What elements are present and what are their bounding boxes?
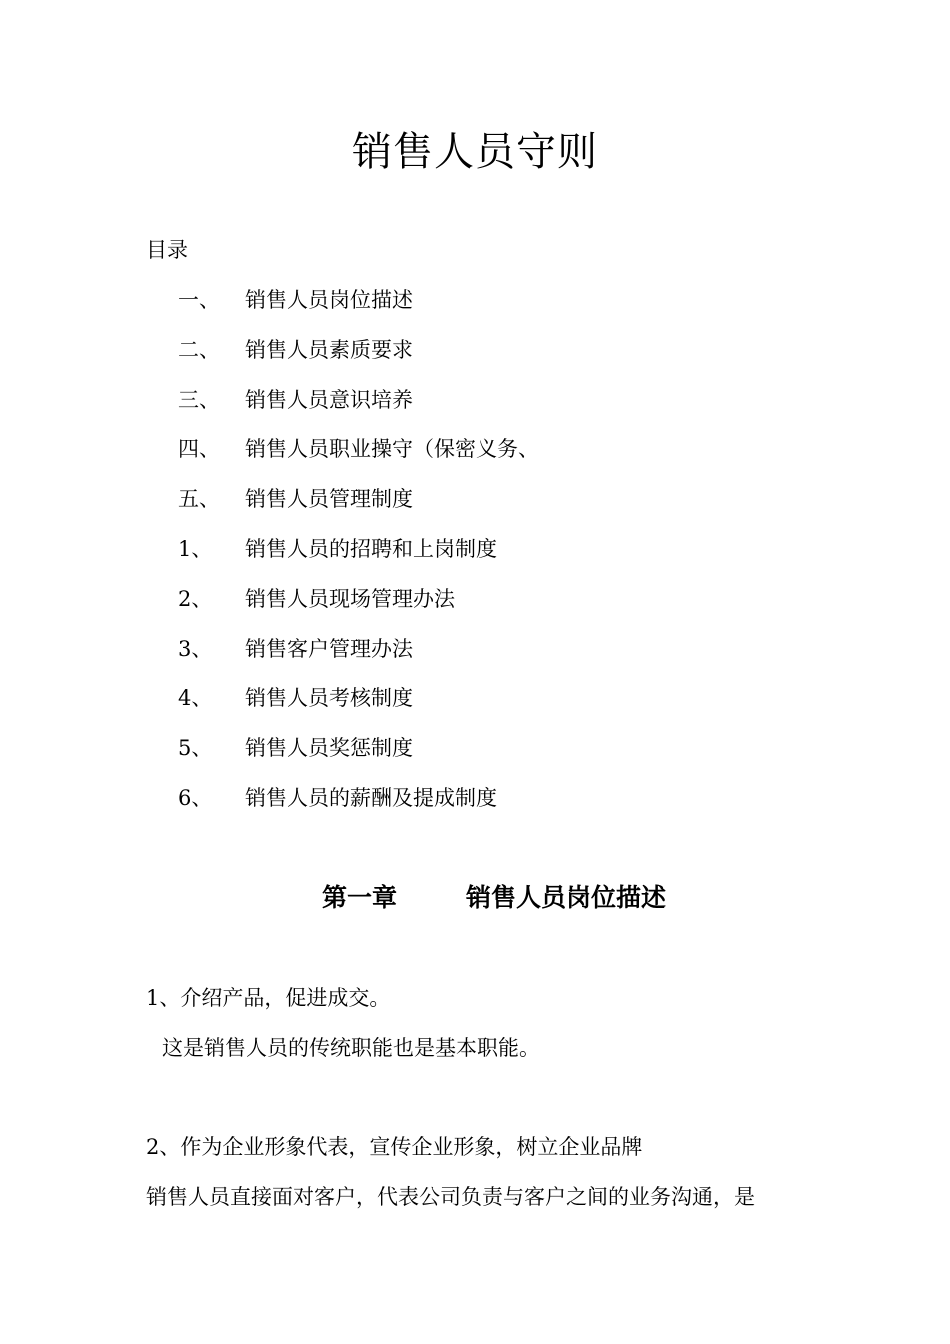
toc-item-number: 4、 xyxy=(178,686,213,711)
toc-item-number: 三、 xyxy=(178,387,220,412)
chapter-title: 销售人员岗位描述 xyxy=(466,883,667,912)
body-paragraph: 这是销售人员的传统职能也是基本职能。 xyxy=(162,1036,540,1060)
toc-item-text: 销售人员考核制度 xyxy=(245,686,413,711)
toc-item xyxy=(178,386,539,436)
toc-item xyxy=(178,336,539,386)
toc-item-number: 一、 xyxy=(178,288,220,312)
toc-item-number: 2、 xyxy=(178,586,213,611)
toc-item-number: 6、 xyxy=(178,785,213,810)
toc-item-text: 销售人员岗位描述 xyxy=(245,288,413,312)
toc-item xyxy=(178,286,539,336)
toc-label: 目录 xyxy=(146,238,188,262)
chapter-number: 第一章 xyxy=(322,883,398,912)
toc-item-text: 销售客户管理办法 xyxy=(245,636,413,661)
section-heading-1: 1、介绍产品，促进成交。 xyxy=(146,986,391,1010)
toc-item-text: 销售人员素质要求 xyxy=(245,337,413,362)
toc-item-number: 1、 xyxy=(178,536,213,561)
toc-item-text: 销售人员管理制度 xyxy=(245,487,413,512)
toc-item-number: 3、 xyxy=(178,636,213,661)
document-title: 销售人员守则 xyxy=(352,129,598,175)
toc-item-number: 五、 xyxy=(178,487,220,512)
toc-item-number: 5、 xyxy=(178,736,213,761)
toc-item xyxy=(178,585,539,635)
toc-item xyxy=(178,635,539,685)
toc-item xyxy=(178,535,539,585)
toc-item xyxy=(178,734,539,784)
toc-item xyxy=(178,435,539,485)
body-paragraph: 销售人员直接面对客户，代表公司负责与客户之间的业务沟通，是 xyxy=(146,1185,755,1209)
toc-item xyxy=(178,485,539,535)
toc-item-text: 销售人员奖惩制度 xyxy=(245,736,413,761)
table-of-contents xyxy=(178,286,539,834)
toc-item-number: 二、 xyxy=(178,337,220,362)
toc-item-number: 四、 xyxy=(178,437,220,462)
toc-item-text: 销售人员意识培养 xyxy=(245,387,413,412)
section-heading-2: 2、作为企业形象代表，宣传企业形象，树立企业品牌 xyxy=(146,1135,643,1159)
toc-item-text: 销售人员的薪酬及提成制度 xyxy=(245,785,497,810)
toc-item-text: 销售人员的招聘和上岗制度 xyxy=(245,536,497,561)
toc-item xyxy=(178,784,539,834)
chapter-heading xyxy=(322,881,666,915)
toc-item-text: 销售人员职业操守（保密义务、 xyxy=(245,437,539,462)
toc-item xyxy=(178,684,539,734)
toc-item-text: 销售人员现场管理办法 xyxy=(245,586,455,611)
